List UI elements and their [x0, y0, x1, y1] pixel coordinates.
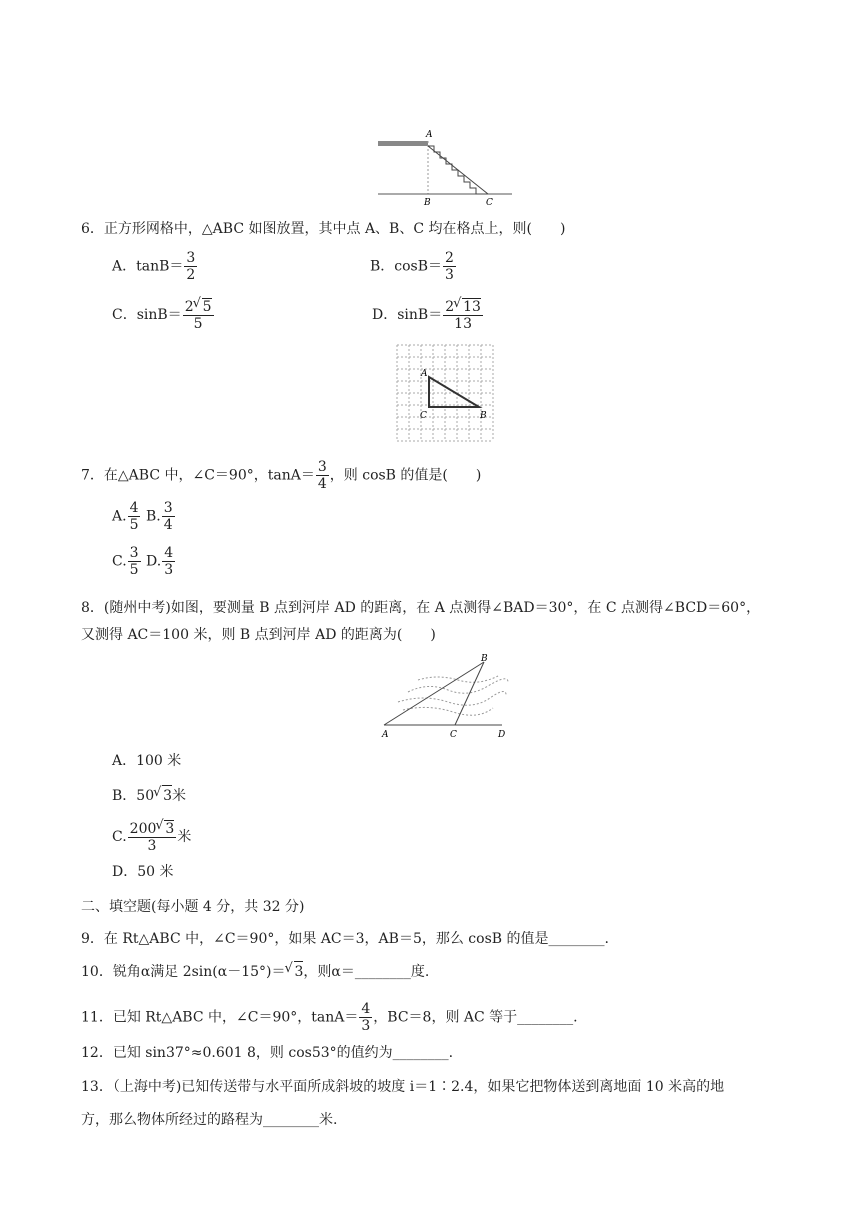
river-label-a: A — [382, 730, 389, 738]
river-label-c: C — [450, 730, 457, 738]
q8-option-c: C. $\frac{200√ 3}{3}$ 米 — [112, 820, 191, 854]
q13-line2: 方，那么物体所经过的路程为________米. — [81, 1112, 338, 1128]
q10: 10．锐角α满足 2sin(α－15°)＝√ 3，则α＝________度. — [81, 961, 429, 982]
q6-option-d: D．sinB＝ $\frac{2√ 13}{13}$ — [372, 298, 484, 332]
q7-stem: 7．在△ABC 中，∠C＝90°，tanA＝ $\frac{3}{4}$ ，则 cosB 的值是( ) — [81, 459, 482, 492]
stairs-label-b: B — [424, 198, 431, 207]
q8-option-a: A．100 米 — [112, 753, 182, 769]
stairs-label-c: C — [486, 198, 493, 207]
q11: 11．已知 Rt△ABC 中，∠C＝90°，tanA＝ $\frac{4}{3}$ ，BC＝8，则 AC 等于________. — [81, 1001, 578, 1034]
q12: 12．已知 sin37°≈0.601 8，则 cos53°的值约为________. — [81, 1045, 454, 1061]
q9: 9．在 Rt△ABC 中，∠C＝90°，如果 AC＝3，AB＝5，那么 cosB 的值是________. — [81, 931, 609, 947]
q8-stem-line1: 8．(随州中考)如图，要测量 B 点到河岸 AD 的距离，在 A 点测得∠BAD＝30°，在 C 点测得∠BCD＝60°， — [81, 600, 761, 616]
q7-options-ab: A. $\frac{4}{5}$ B. $\frac{3}{4}$ — [112, 500, 173, 533]
stairs-label-a: A — [426, 130, 433, 140]
q6-stem: 6．正方形网格中，△ABC 如图放置，其中点 A、B、C 均在格点上，则( ) — [81, 221, 566, 237]
q8-option-b: B．50√ 3米 — [112, 785, 186, 806]
river-label-d: D — [498, 730, 506, 738]
river-figure — [378, 652, 514, 738]
q6-option-b: B．cosB＝ $\frac{2}{3}$ — [370, 250, 454, 283]
q7-options-cd: C. $\frac{3}{5}$ D. $\frac{4}{3}$ — [112, 545, 174, 578]
grid-label-a: A — [421, 369, 428, 379]
stairs-figure — [370, 127, 520, 207]
section-heading: 二、填空题(每小题 4 分，共 32 分) — [81, 899, 305, 915]
q6-option-c: C．sinB＝ $\frac{2√ 5}{5}$ — [112, 298, 215, 332]
river-label-b: B — [481, 654, 488, 664]
grid-label-b: B — [480, 411, 487, 421]
grid-figure — [396, 344, 494, 442]
q13-line1: 13．（上海中考)已知传送带与水平面所成斜坡的坡度 i＝1∶2.4，如果它把物体送到离地面 10 米高的地 — [81, 1079, 725, 1095]
grid-label-c: C — [420, 411, 427, 421]
q8-stem-line2: 又测得 AC＝100 米，则 B 点到河岸 AD 的距离为( ) — [81, 627, 436, 643]
q6-option-a: A．tanB＝ $\frac{3}{2}$ — [112, 250, 196, 283]
q8-option-d: D．50 米 — [112, 864, 174, 880]
